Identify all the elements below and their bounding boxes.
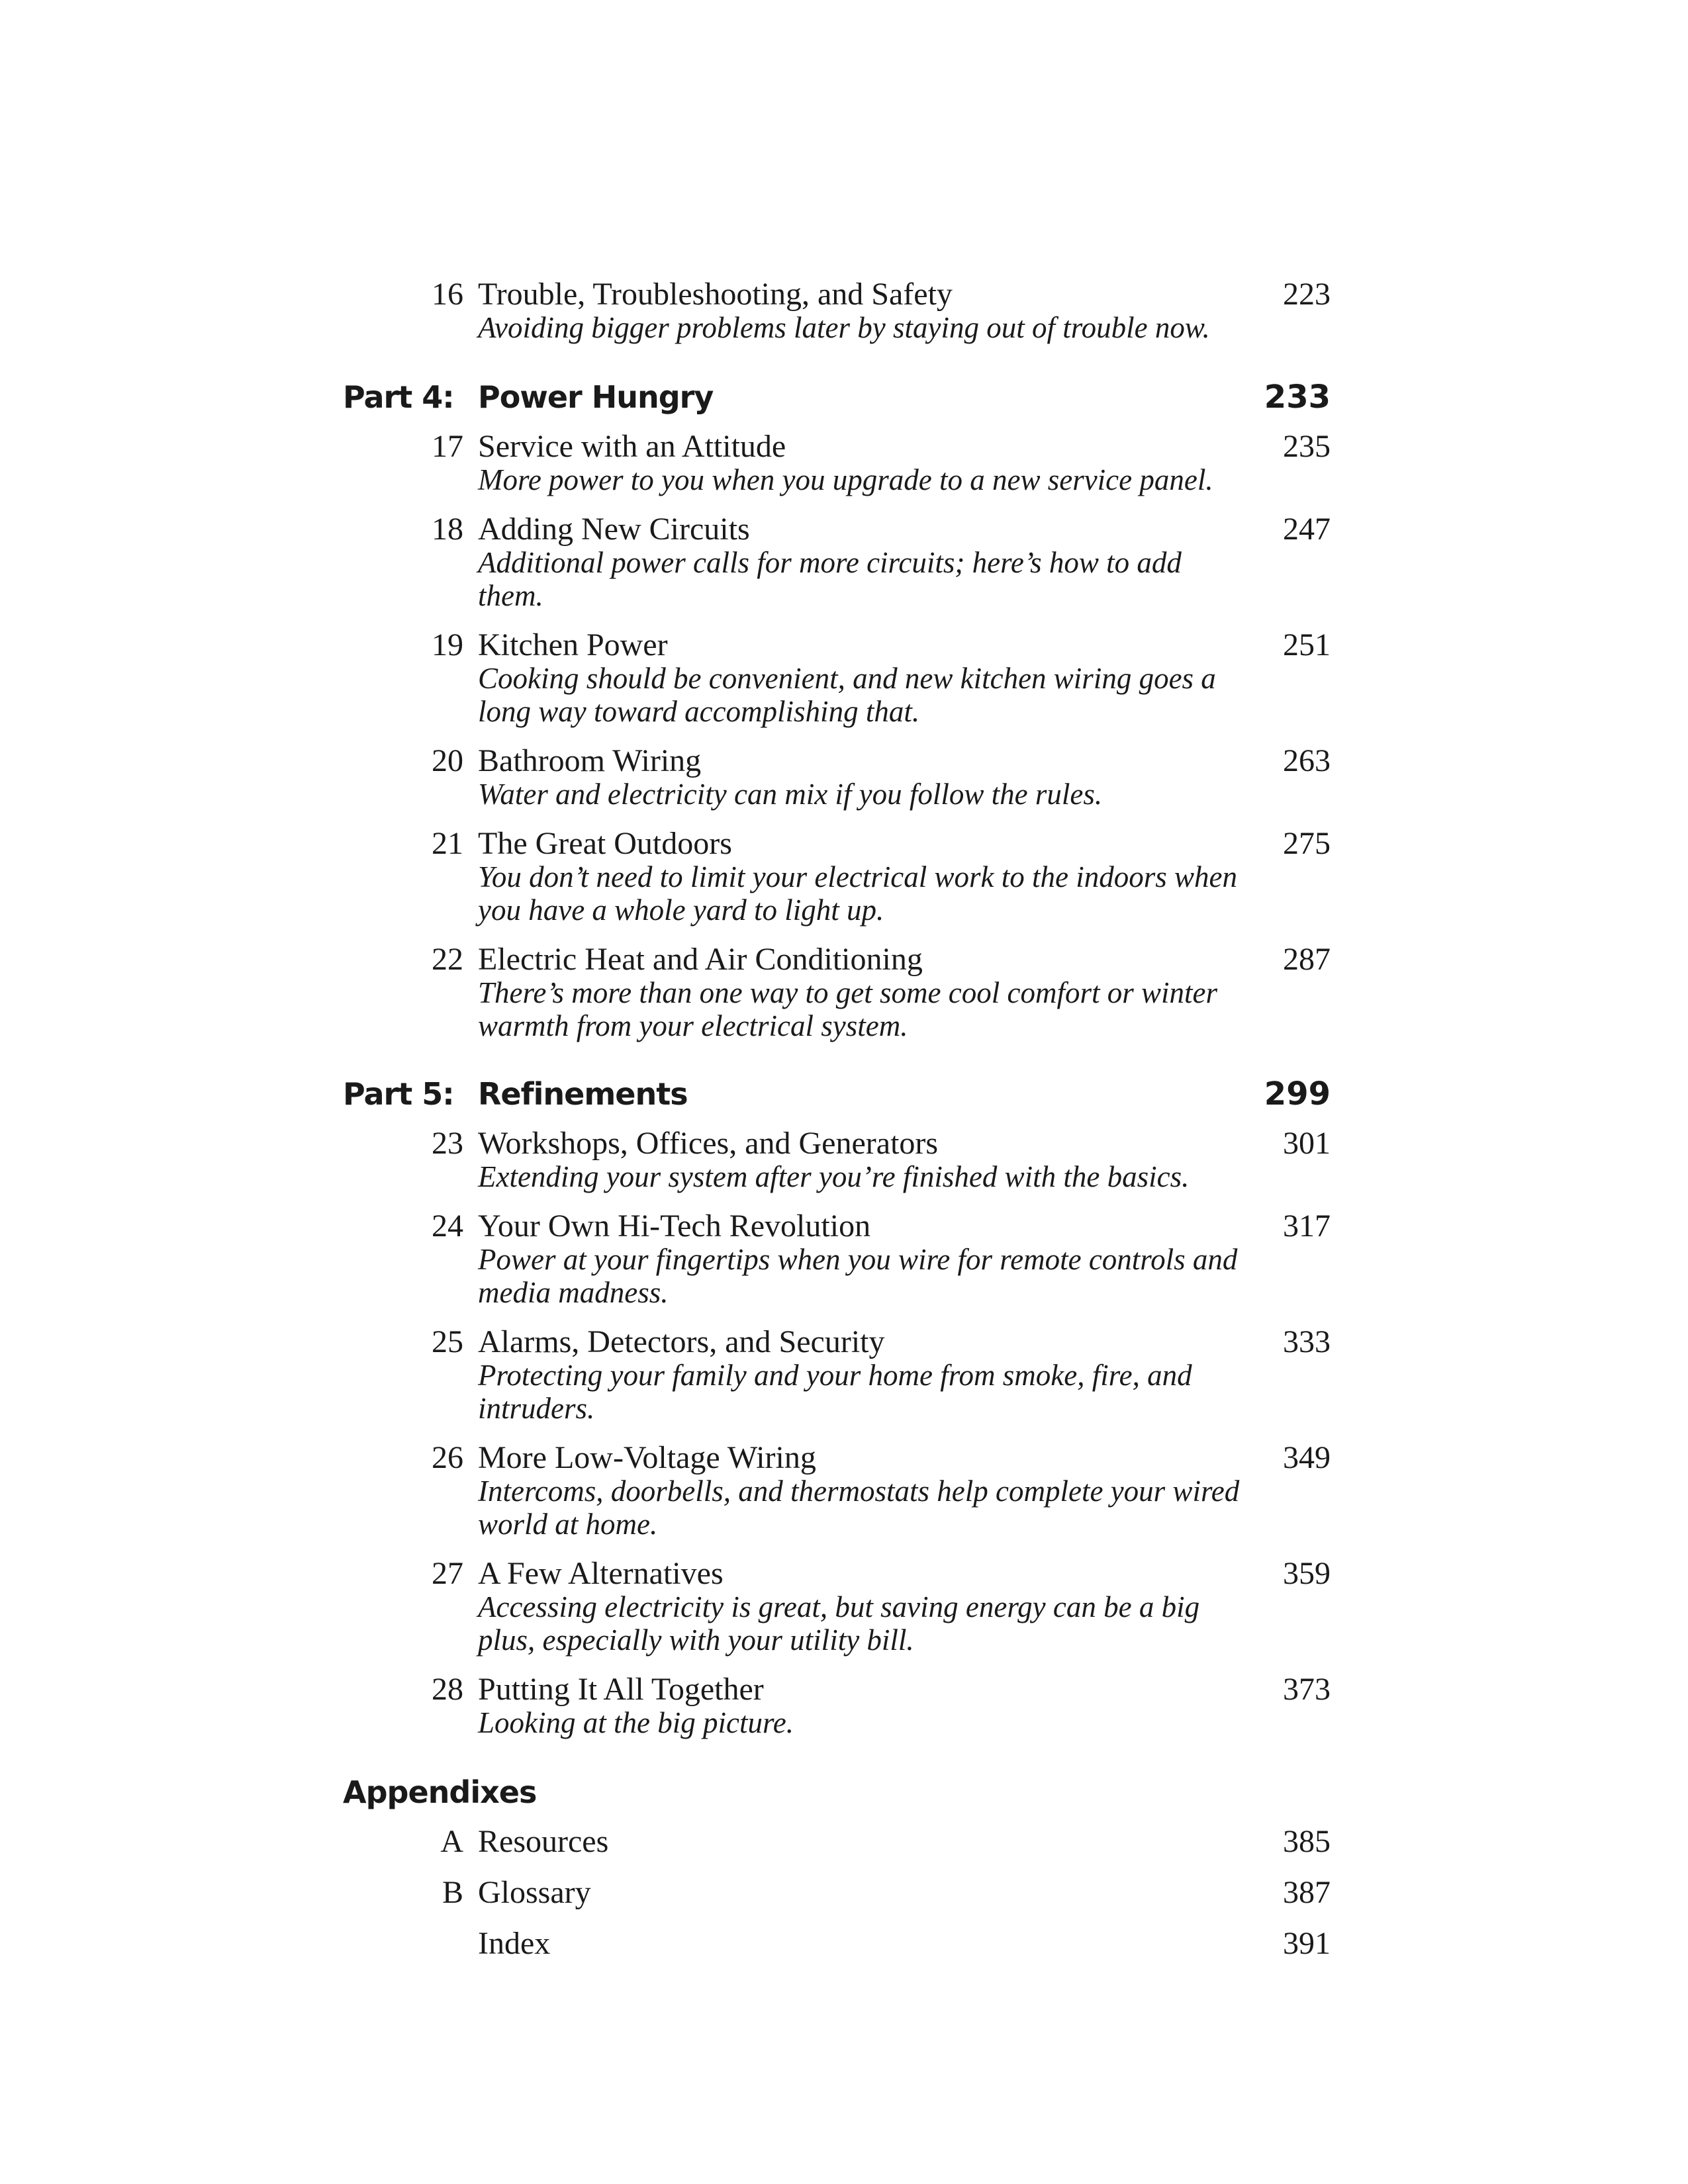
chapter-title: Kitchen Power — [478, 627, 668, 662]
chapter-number: 16 — [432, 277, 463, 312]
appendix-page: 385 — [1283, 1824, 1331, 1859]
chapter-page: 373 — [1283, 1672, 1331, 1707]
chapter-title: Putting It All Together — [478, 1672, 764, 1707]
chapter-page: 263 — [1283, 743, 1331, 778]
chapter-title: Your Own Hi-Tech Revolution — [478, 1208, 871, 1244]
chapter-title: More Low-Voltage Wiring — [478, 1440, 816, 1475]
chapter-description: Looking at the big picture. — [478, 1706, 794, 1739]
chapter-page: 301 — [1283, 1126, 1331, 1161]
appendix-letter: A — [440, 1824, 463, 1859]
appendixes-label: Appendixes — [343, 1774, 537, 1810]
chapter-title: Bathroom Wiring — [478, 743, 702, 778]
chapter-title: Alarms, Detectors, and Security — [478, 1324, 885, 1359]
chapter-number: 18 — [432, 512, 463, 547]
chapter-description: Protecting your family and your home from smoke, fire, and intruders. — [478, 1359, 1192, 1425]
chapter-page: 349 — [1283, 1440, 1331, 1475]
chapter-description: Additional power calls for more circuits; here’s how to add them. — [478, 546, 1182, 612]
chapter-description: Water and electricity can mix if you follow the rules. — [478, 778, 1103, 811]
chapter-description: Accessing electricity is great, but saving energy can be a big plus, especially with your utility bill. — [478, 1590, 1200, 1657]
chapter-number: 28 — [432, 1672, 463, 1707]
part-label: Part 4: — [343, 379, 454, 415]
chapter-number: 23 — [432, 1126, 463, 1161]
chapter-title: Adding New Circuits — [478, 512, 750, 547]
chapter-description: There’s more than one way to get some cool comfort or winter warmth from your electrical system. — [478, 976, 1217, 1042]
chapter-number: 24 — [432, 1208, 463, 1244]
chapter-title: Workshops, Offices, and Generators — [478, 1126, 939, 1161]
chapter-title: Trouble, Troubleshooting, and Safety — [478, 277, 953, 312]
part-page: 299 — [1264, 1075, 1331, 1113]
chapter-title: Service with an Attitude — [478, 429, 786, 464]
chapter-description: Power at your fingertips when you wire for remote controls and media madness. — [478, 1243, 1238, 1309]
chapter-description: Avoiding bigger problems later by staying out of trouble now. — [478, 311, 1210, 344]
chapter-number: 26 — [432, 1440, 463, 1475]
index-page: 391 — [1283, 1926, 1331, 1961]
chapter-number: 17 — [432, 429, 463, 464]
appendix-title: Glossary — [478, 1875, 591, 1910]
chapter-description: Intercoms, doorbells, and thermostats help complete your wired world at home. — [478, 1475, 1240, 1541]
part-title: Refinements — [478, 1076, 688, 1112]
chapter-number: 20 — [432, 743, 463, 778]
chapter-page: 251 — [1283, 627, 1331, 662]
chapter-description: Extending your system after you’re finished with the basics. — [478, 1160, 1190, 1193]
chapter-description: Cooking should be convenient, and new kitchen wiring goes a long way toward accomplishing that. — [478, 662, 1216, 728]
chapter-page: 287 — [1283, 942, 1331, 977]
chapter-number: 19 — [432, 627, 463, 662]
chapter-title: Electric Heat and Air Conditioning — [478, 942, 923, 977]
appendix-title: Resources — [478, 1824, 609, 1859]
chapter-number: 22 — [432, 942, 463, 977]
part-title: Power Hungry — [478, 379, 714, 415]
chapter-number: 27 — [432, 1556, 463, 1591]
chapter-page: 235 — [1283, 429, 1331, 464]
chapter-title: A Few Alternatives — [478, 1556, 724, 1591]
part-label: Part 5: — [343, 1076, 454, 1112]
chapter-page: 275 — [1283, 826, 1331, 861]
appendix-page: 387 — [1283, 1875, 1331, 1910]
chapter-description: More power to you when you upgrade to a new service panel. — [478, 463, 1213, 496]
index-title: Index — [478, 1926, 551, 1961]
chapter-page: 333 — [1283, 1324, 1331, 1359]
appendix-letter: B — [442, 1875, 463, 1910]
chapter-number: 25 — [432, 1324, 463, 1359]
chapter-number: 21 — [432, 826, 463, 861]
chapter-page: 359 — [1283, 1556, 1331, 1591]
chapter-description: You don’t need to limit your electrical work to the indoors when you have a whole yard to light up. — [478, 860, 1237, 927]
part-page: 233 — [1264, 379, 1331, 416]
chapter-page: 247 — [1283, 512, 1331, 547]
chapter-page: 223 — [1283, 277, 1331, 312]
chapter-title: The Great Outdoors — [478, 826, 732, 861]
chapter-page: 317 — [1283, 1208, 1331, 1244]
